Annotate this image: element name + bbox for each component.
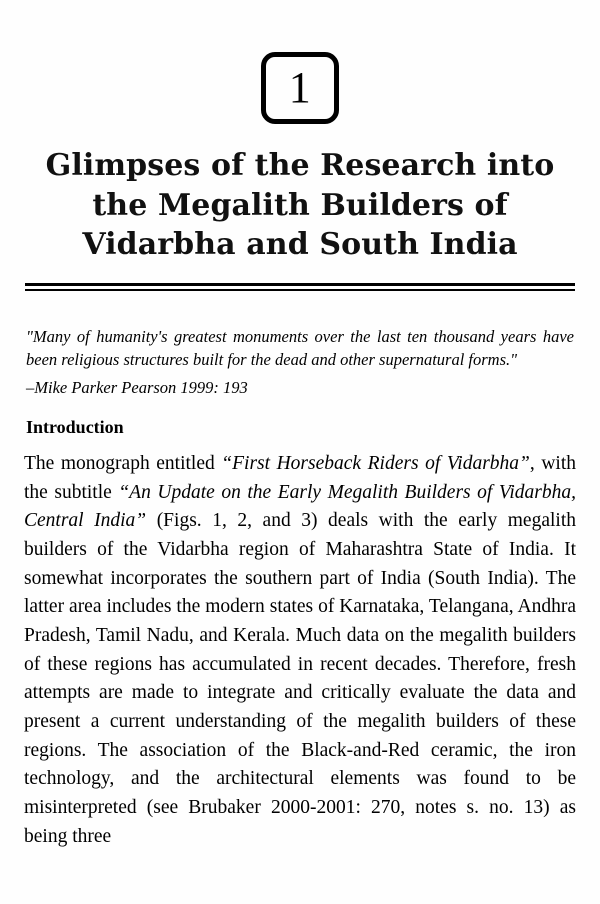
title-divider [25, 283, 575, 291]
chapter-number-box [261, 52, 339, 124]
epigraph-attribution: –Mike Parker Pearson 1999: 193 [26, 377, 248, 397]
paragraph-segment-3: (Figs. 1, 2, and 3) deals with the early megalith builders of the Vidarbha region of Maharashtra State of India. It somewhat incorporates the southern part of India (South India). The latter area includes the modern states of Karnataka, Telangana, Andhra Pradesh, Tamil Nadu, and Kerala. Much data on the megalith builders of these regions has accumulated in recent decades. Therefore, fresh attempts are made to integrate and critically evaluate the data and present a current understanding of the megalith builders of these regions. The association of the Black-and-Red ceramic, the iron technology, and the architectural elements was found to be misinterpreted (see Brubaker 2000-2001: 270, notes s. no. 13) as being three [24, 510, 576, 847]
paragraph-title-italic-1: “First Horseback Riders of Vidarbha” [221, 453, 530, 475]
chapter-number: 1 [288, 63, 312, 112]
paragraph-title-italic-2: “An Update on the Early Megalith Builders of Vidarbha, Central India” [24, 481, 576, 532]
chapter-number-container [22, 0, 578, 124]
paragraph-segment-2: , with the subtitle [24, 453, 576, 503]
paragraph-segment-1: The monograph entitled [24, 453, 222, 475]
epigraph-quote: "Many of humanity's greatest monuments over the last ten thousand years have been religious structures built for the dead and other supernatural forms." [26, 326, 574, 370]
page-title: Glimpses of the Research into the Megalith Builders of Vidarbha and South India [45, 148, 555, 263]
body-paragraph [24, 450, 576, 851]
section-heading-introduction: Introduction [26, 417, 124, 438]
